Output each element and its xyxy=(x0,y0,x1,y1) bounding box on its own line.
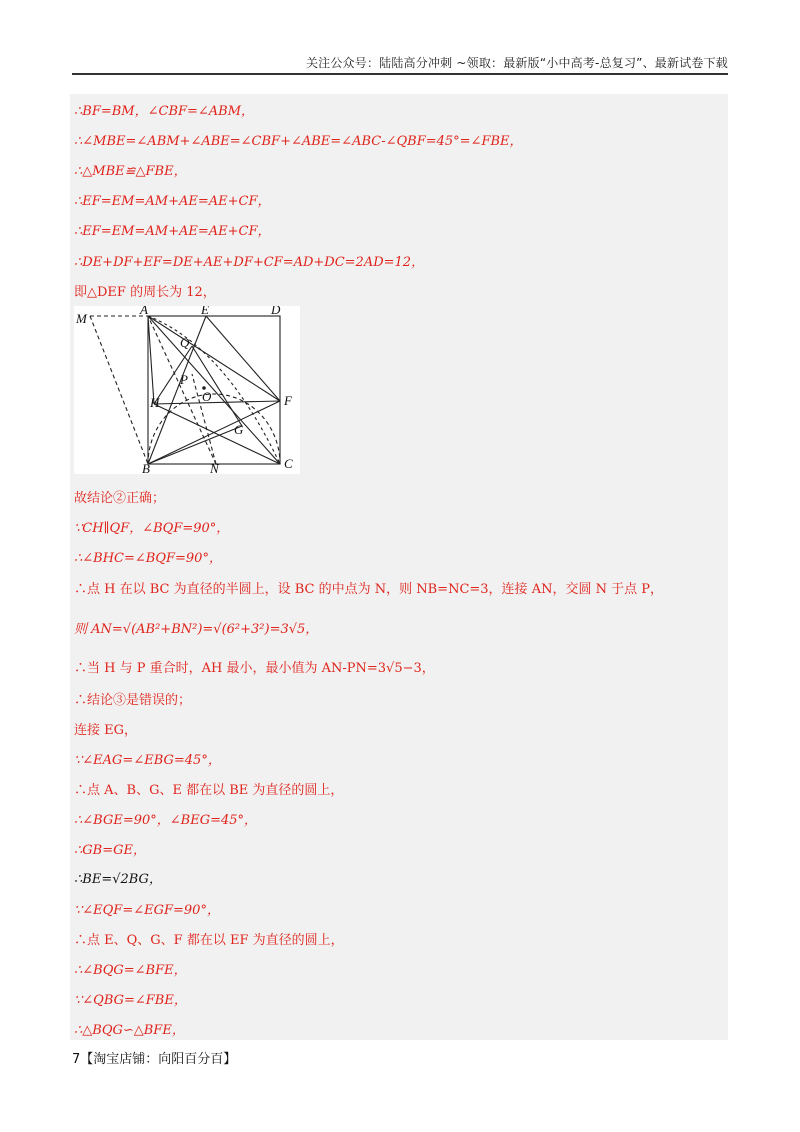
label-h: H xyxy=(150,395,160,410)
page-footer: 7【淘宝店铺：向阳百分百】 xyxy=(72,1052,237,1067)
header-rule xyxy=(72,73,728,75)
solution-line: ∴GB=GE， xyxy=(74,843,146,858)
solution-line: ∵CH∥QF，∠BQF=90°， xyxy=(74,521,230,536)
label-q: Q xyxy=(180,335,190,350)
label-o: O xyxy=(202,389,212,404)
solution-line: 连接 EG， xyxy=(74,723,138,738)
solution-line: ∴EF=EM=AM+AE=AE+CF， xyxy=(74,194,271,209)
label-b: B xyxy=(142,461,150,474)
solution-line: ∴∠MBE=∠ABM+∠ABE=∠CBF+∠ABE=∠ABC-∠QBF=45°=∠FBE， xyxy=(74,134,523,149)
solution-line: ∴∠BGE=90°，∠BEG=45°， xyxy=(74,813,258,828)
page-header: 关注公众号：陆陆高分冲刺 ~领取：最新版“小中高考-总复习”、最新试卷下载 xyxy=(305,56,728,70)
solution-line: ∴DE+DF+EF=DE+AE+DF+CF=AD+DC=2AD=12， xyxy=(74,255,425,270)
solution-line: 故结论②正确； xyxy=(74,491,166,506)
solution-line: ∴点 H 在以 BC 为直径的半圆上，设 BC 的中点为 N，则 NB=NC=3，连接 AN，交圆 N 于点 P， xyxy=(74,582,663,597)
solution-line: ∵∠EAG=∠EBG=45°， xyxy=(74,753,221,768)
solution-line: ∴EF=EM=AM+AE=AE+CF， xyxy=(74,224,271,239)
label-g: G xyxy=(234,422,244,437)
solution-line: ∴△MBE≌△FBE， xyxy=(74,164,187,179)
label-f: F xyxy=(284,393,292,408)
solution-content xyxy=(70,94,728,1040)
solution-line: ∵∠QBG=∠FBE， xyxy=(74,993,187,1008)
solution-line: ∴点 A、B、G、E 都在以 BE 为直径的圆上， xyxy=(74,783,344,798)
label-m: M xyxy=(76,311,87,326)
label-p: P xyxy=(180,372,188,387)
solution-line: 则 AN=√(AB²+BN²)=√(6²+3²)=3√5， xyxy=(74,622,319,637)
label-c: C xyxy=(284,456,293,471)
geometry-figure xyxy=(74,306,300,474)
solution-line: ∴BF=BM，∠CBF=∠ABM， xyxy=(74,104,255,119)
solution-line: ∴当 H 与 P 重合时，AH 最小，最小值为 AN-PN=3√5−3， xyxy=(74,661,435,676)
solution-line: ∴点 E、Q、G、F 都在以 EF 为直径的圆上， xyxy=(74,933,344,948)
geometry-diagram xyxy=(74,306,300,474)
label-n: N xyxy=(210,461,219,474)
solution-line: ∴∠BHC=∠BQF=90°， xyxy=(74,551,222,566)
solution-line: ∴△BQG∽△BFE， xyxy=(74,1023,185,1038)
label-e: E xyxy=(201,306,209,317)
solution-line: ∵∠EQF=∠EGF=90°， xyxy=(74,903,220,918)
label-d: D xyxy=(271,306,281,317)
solution-line: ∴BE=√2BG， xyxy=(74,872,162,887)
label-a: A xyxy=(140,306,148,317)
solution-line: ∴∠BQG=∠BFE， xyxy=(74,963,187,978)
solution-line: ∴结论③是错误的； xyxy=(74,693,192,708)
solution-line: 即△DEF 的周长为 12， xyxy=(74,285,216,300)
